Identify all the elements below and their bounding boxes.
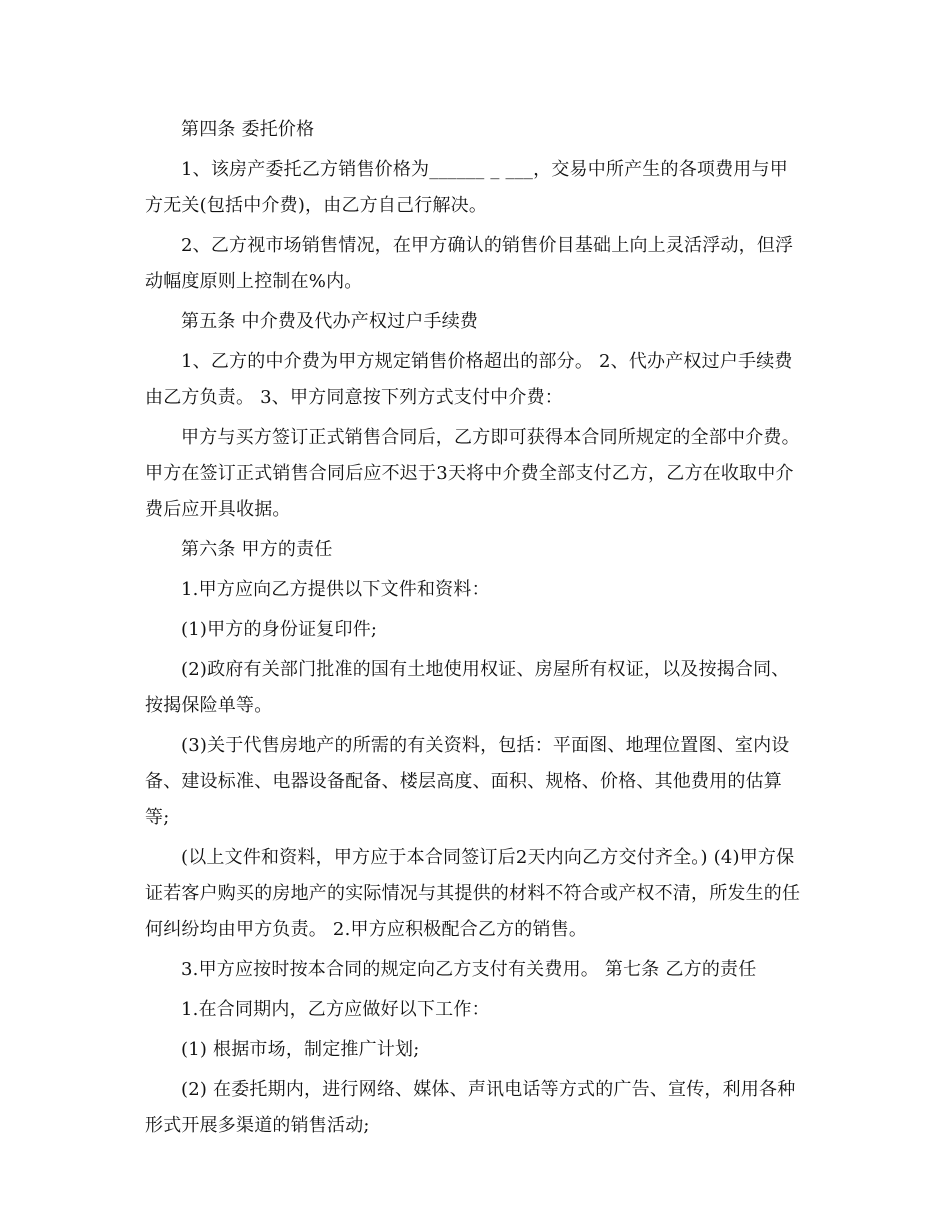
article-6-item-3: (3)关于代售房地产的所需的有关资料，包括：平面图、地理位置图、室内设备、建设标准、电器设备配备、楼层高度、面积、规格、价格、其他费用的估算等; <box>145 735 790 828</box>
article-6-heading: 第六条 甲方的责任 <box>181 539 333 560</box>
article-6-clause-1: 1.甲方应向乙方提供以下文件和资料： <box>181 579 490 600</box>
article-5-heading: 第五条 中介费及代办产权过户手续费 <box>181 311 479 332</box>
article-6-item-4: (以上文件和资料，甲方应于本合同签订后2天内向乙方交付齐全。) (4)甲方保证若客户购买的房地产的实际情况与其提供的材料不符合或产权不清，所发生的任何纠纷均由甲方负责。 2.甲方应积极配合乙方的销售。 <box>145 847 801 940</box>
article-5-clauses: 1、乙方的中介费为甲方规定销售价格超出的部分。 2、代办产权过户手续费由乙方负责。 3、甲方同意按下列方式支付中介费： <box>145 351 793 408</box>
article-6-item-1: (1)甲方的身份证复印件; <box>181 619 378 640</box>
article-4-clause-2: 2、乙方视市场销售情况，在甲方确认的销售价目基础上向上灵活浮动，但浮动幅度原则上控制在%内。 <box>145 235 794 292</box>
article-4-clause-1: 1、该房产委托乙方销售价格为______ _ ___，交易中所产生的各项费用与甲方无关(包括中介费)，由乙方自己行解决。 <box>145 159 788 216</box>
article-5-payment-terms: 甲方与买方签订正式销售合同后，乙方即可获得本合同所规定的全部中介费。甲方在签订正式销售合同后应不迟于3天将中介费全部支付乙方，乙方在收取中介费后应开具收据。 <box>145 427 800 520</box>
article-6-clause-3: 3.甲方应按时按本合同的规定向乙方支付有关费用。 第七条 乙方的责任 <box>181 959 757 980</box>
article-6-item-2: (2)政府有关部门批准的国有土地使用权证、房屋所有权证，以及按揭合同、按揭保险单等。 <box>145 659 790 716</box>
document-body <box>145 112 805 1144</box>
article-7-clause-1: 1.在合同期内，乙方应做好以下工作： <box>181 999 490 1020</box>
article-7-item-2: (2) 在委托期内，进行网络、媒体、声讯电话等方式的广告、宣传，利用各种形式开展多渠道的销售活动; <box>145 1079 796 1136</box>
article-7-item-1: (1) 根据市场，制定推广计划; <box>181 1039 420 1060</box>
article-4-heading: 第四条 委托价格 <box>181 119 315 140</box>
